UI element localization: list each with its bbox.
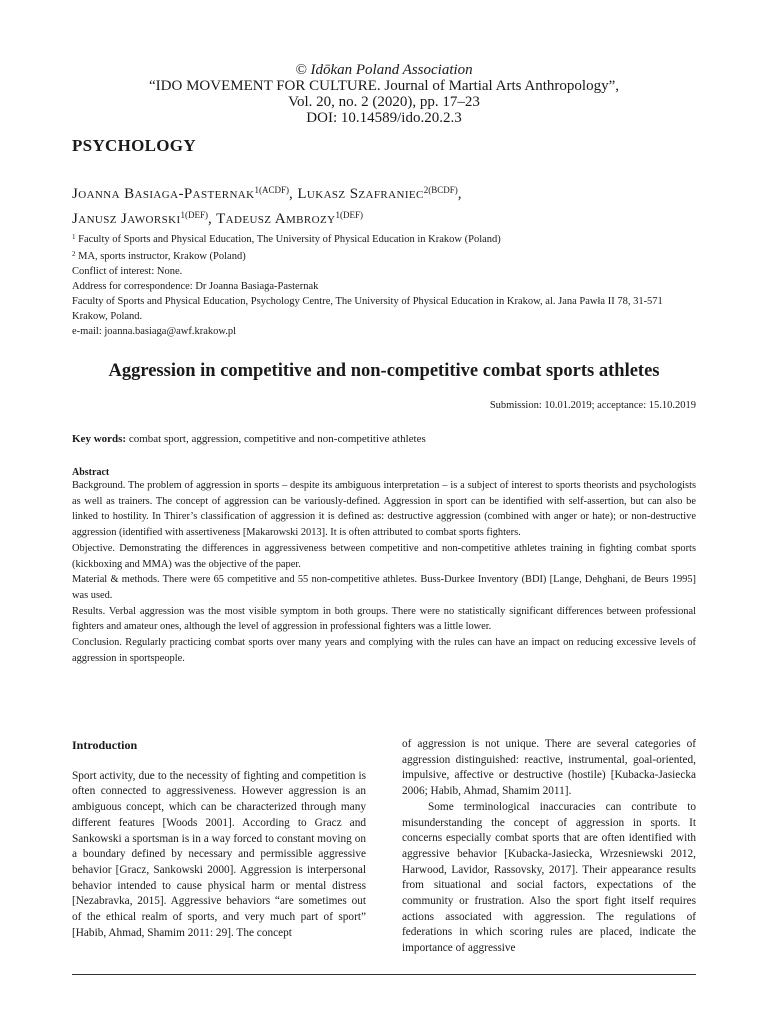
author-sep: ,: [208, 211, 217, 227]
abstract-objective: Objective. Demonstrating the differences in aggressiveness between competitive and non-competitive athletes training in fighting combat sports (kickboxing and MMA) was the objective of the paper.: [72, 542, 696, 570]
journal-header: [72, 62, 696, 126]
correspondence-email[interactable]: e-mail: joanna.basiaga@awf.krakow.pl: [72, 326, 237, 337]
affiliation-text: MA, sports instructor, Krakow (Poland): [75, 251, 246, 262]
author-sup: 1(DEF): [180, 210, 209, 220]
body-columns: [72, 737, 696, 957]
keywords-label: Key words:: [72, 433, 127, 445]
affiliations: [72, 230, 696, 339]
author-sup: 1(DEF): [335, 210, 363, 220]
left-column: [72, 737, 366, 957]
author-name: Tadeusz Ambrozy: [216, 211, 336, 227]
footer-rule: [72, 974, 696, 975]
affiliation-text: Faculty of Sports and Physical Education, The University of Physical Education in Krakow (Poland): [75, 234, 501, 245]
article-title: Aggression in competitive and non-competitive combat sports athletes: [108, 361, 660, 381]
volume-line: Vol. 20, no. 2 (2020), pp. 17–23: [288, 94, 480, 110]
author-sup: 2(BCDF): [423, 185, 458, 195]
journal-name: “IDO MOVEMENT FOR CULTURE. Journal of Martial Arts Anthropology”,: [149, 78, 619, 94]
abstract-body: [72, 478, 696, 666]
body-paragraph: Sport activity, due to the necessity of fighting and competition is often connected to aggressiveness. However aggression is an ambiguous concept, which can be characterized through many different features [Woods 2001]. According to Gracz and Sankowski a sportsman is in a way forced to constant moving on a boundary defined by necessary and permissible aggressive behavior [Gracz, Sankowski 2000]. Aggression is interpersonal behavior intended to cause physical harm or mental distress [Nezabravka, 2015]. Aggressive behaviors “are sometimes out of the ethical realm of sports, and very much part of sport” [Habib, Ahmad, Shamim 2011: 29]. The concept: [72, 769, 366, 939]
doi-line[interactable]: DOI: 10.14589/ido.20.2.3: [306, 110, 462, 126]
keywords: [72, 433, 696, 445]
abstract-background: Background. The problem of aggression in sports – despite its ambiguous interpretation – is a subject of interest to sports theorists and psychologists as well as trainers. The concept of aggression can be variously-defined. Aggression in sport can be identified with self-assertion, but can also be linked to hostility. In Thirer’s classification of aggression it is defined as: destructive aggression (combined with anger or hate); or non-destructive aggression (identified with assertiveness [Makarowski 2013]. It is often attributed to combat sports fighters.: [72, 480, 696, 539]
correspondence-address: Faculty of Sports and Physical Education, Psychology Centre, The University of Physical Education in Krakow, al. Jana Pawła II 78, 31-571 Krakow, Poland.: [72, 296, 663, 322]
body-paragraph: of aggression is not unique. There are several categories of aggression distinguished: reactive, instrumental, goal-oriented, impulsive, affective or destructive (hostile) [Kubacka-Jasiecka 2006; Habib, Ahmad, Shamim 2011].: [402, 738, 696, 798]
author-name: Joanna Basiaga-Pasternak: [72, 186, 255, 202]
author-sep: ,: [457, 186, 462, 202]
author-name: Lukasz Szafraniec: [297, 186, 424, 202]
abstract-methods: Material & methods. There were 65 competitive and 55 non-competitive athletes. Buss-Durkee Inventory (BDI) [Lange, Dehghani, de Beurs 1995] was used.: [72, 574, 696, 601]
introduction-heading: Introduction: [72, 738, 138, 752]
abstract-results: Results. Verbal aggression was the most visible symptom in both groups. There were no statistically significant differences between professional fighters and amateur ones, although the level of aggression in professional fighters was a little lower.: [72, 605, 696, 633]
keywords-text: combat sport, aggression, competitive and non-competitive athletes: [126, 433, 426, 445]
right-column: [402, 737, 696, 957]
submission-dates: Submission: 10.01.2019; acceptance: 15.10.2019: [489, 400, 696, 411]
affiliation-2: [72, 247, 696, 264]
abstract-conclusion: Conclusion. Regularly practicing combat sports over many years and complying with the rules can have an impact on reducing excessive levels of aggression in sportspeople.: [72, 637, 696, 664]
affiliation-1: [72, 230, 696, 247]
author-sup: 1(ACDF): [254, 185, 289, 195]
author-list: [72, 180, 696, 230]
article-page: [72, 62, 696, 666]
body-paragraph: Some terminological inaccuracies can contribute to misunderstanding the concept of aggression in sports. It concerns especially combat sports that are often identified with aggressive behavior [Kubacka-Jasiecka, Wrzesniewski 2012, Harwood, Lavidor, Rassovsky, 2017]. Their appearance results from situational and social factors, expectations of the community or frustration. Also the sport fight itself requires actions associated with aggression. The regulations of federations in which scoring rules are placed, indicate the importance of aggressive: [402, 800, 696, 955]
author-sep: ,: [289, 186, 298, 202]
correspondence-label: Address for correspondence: Dr Joanna Basiaga-Pasternak: [72, 281, 319, 292]
affiliation-sup: 1: [72, 233, 76, 241]
conflict-of-interest: Conflict of interest: None.: [72, 266, 183, 277]
author-name: Janusz Jaworski: [72, 211, 181, 227]
copyright-line: © Idōkan Poland Association: [295, 62, 473, 78]
section-label: PSYCHOLOGY: [72, 136, 196, 155]
abstract-heading: Abstract: [72, 467, 110, 478]
affiliation-sup: 2: [72, 250, 76, 258]
